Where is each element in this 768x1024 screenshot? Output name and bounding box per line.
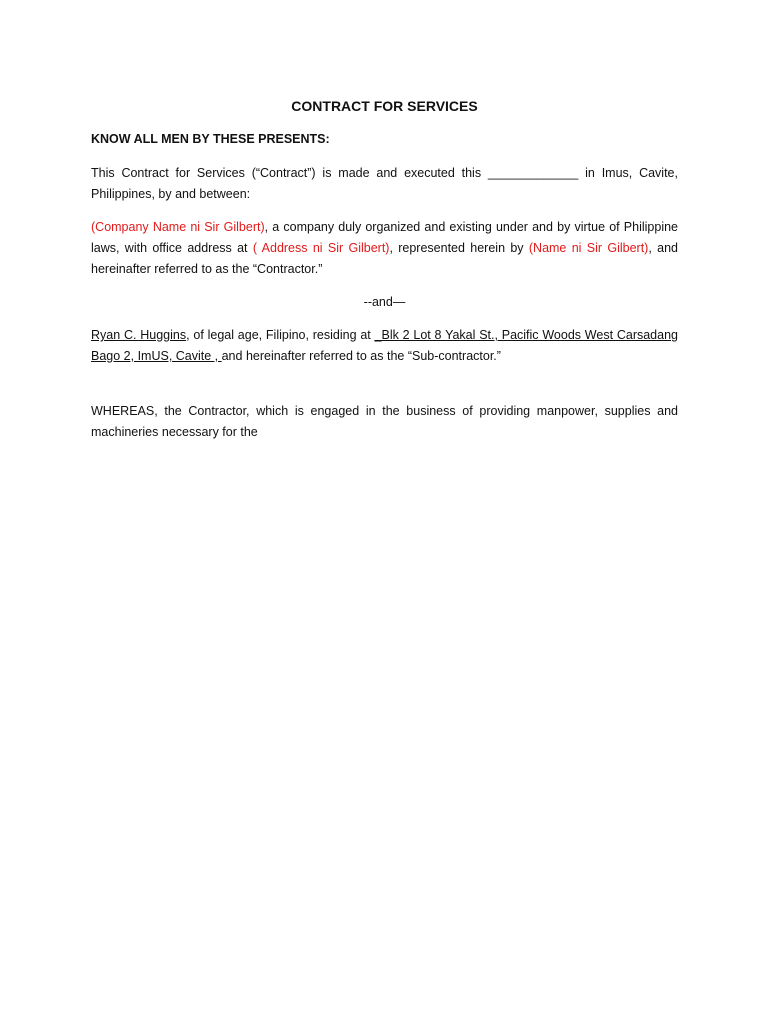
preamble-heading: KNOW ALL MEN BY THESE PRESENTS:: [91, 132, 330, 146]
contractor-company-name-placeholder: (Company Name ni Sir Gilbert): [91, 220, 265, 234]
subcontractor-text-2: and hereinafter referred to as the “Sub-contractor.”: [221, 349, 501, 363]
intro-text-after-blank: in Imus, Cavite, Philippines, by and between:: [91, 166, 678, 201]
intro-text-before-blank: This Contract for Services (“Contract”) is made and executed this: [91, 166, 488, 180]
date-blank: _____________: [487, 166, 579, 180]
contractor-text-1: , a company duly organized and existing under and by virtue of Philippine laws, with office address at: [91, 220, 678, 255]
contractor-text-3: , and hereinafter referred to as the “Contractor.”: [91, 241, 678, 276]
subcontractor-name: Ryan C. Huggins: [91, 328, 187, 342]
contractor-address-placeholder: ( Address ni Sir Gilbert): [252, 241, 390, 255]
contractor-paragraph: [91, 217, 678, 280]
intro-paragraph: [91, 163, 678, 205]
document-title: CONTRACT FOR SERVICES: [291, 98, 478, 114]
subcontractor-address: _Blk 2 Lot 8 Yakal St., Pacific Woods West Carsadang Bago 2, ImUS, Cavite ,: [91, 328, 678, 363]
whereas-paragraph: WHEREAS, the Contractor, which is engaged in the business of providing manpower, supplies and machineries necessary for the: [91, 404, 678, 439]
contractor-text-2: , represented herein by: [389, 241, 529, 255]
document-body: [91, 96, 678, 455]
subcontractor-text-1: , of legal age, Filipino, residing at: [186, 328, 375, 342]
subcontractor-paragraph: [91, 325, 678, 367]
and-separator: --and—: [363, 295, 406, 309]
contractor-representative-placeholder: (Name ni Sir Gilbert): [528, 241, 649, 255]
